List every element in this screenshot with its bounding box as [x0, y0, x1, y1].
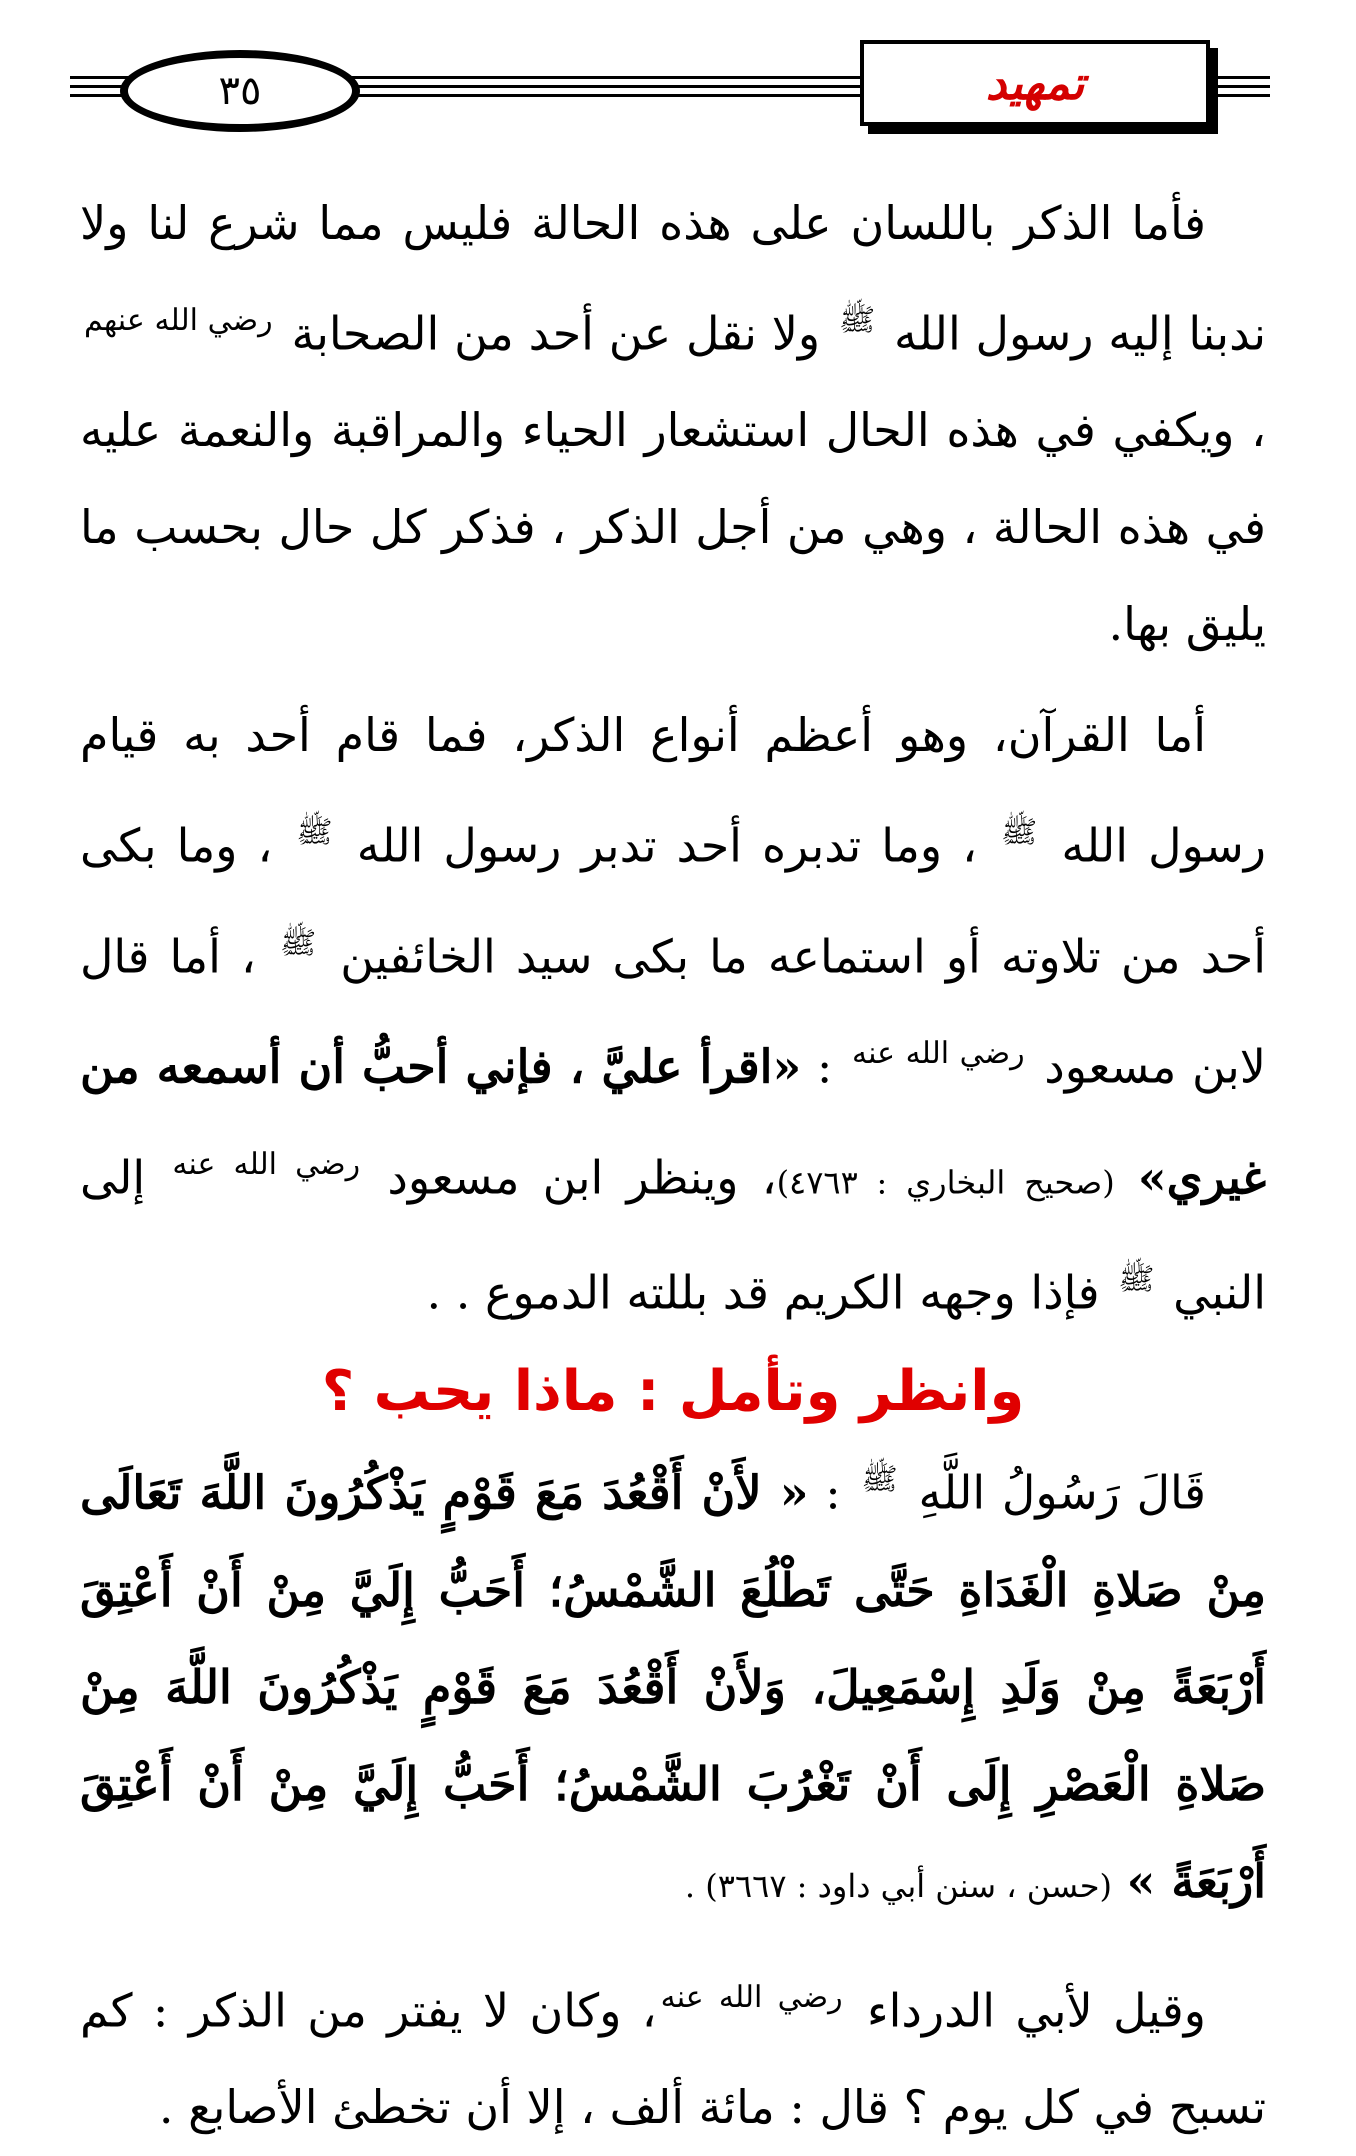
prophet-honorific-glyph: ﷺ — [279, 925, 317, 961]
paragraph-text: ، أما قال لابن مسعود — [80, 929, 1267, 1094]
paragraph-hadith — [80, 1431, 1266, 1934]
companions-honorific-glyph: رضي الله عنهم — [84, 303, 273, 338]
companion-honorific-glyph: رضي الله عنه — [172, 1146, 361, 1182]
paragraph-text: : — [816, 1039, 833, 1094]
companion-honorific-glyph: رضي الله عنه — [660, 1979, 843, 2015]
prophet-honorific-glyph: ﷺ — [838, 303, 876, 338]
companion-honorific-glyph: رضي الله عنه — [852, 1036, 1025, 1072]
paragraph-text: فإذا وجهه الكريم قد بللته الدموع . . — [426, 1265, 1100, 1320]
paragraph-quran — [80, 687, 1266, 1341]
page-number-badge — [120, 50, 360, 132]
paragraph-text: قَالَ رَسُولُ اللَّهِ — [918, 1465, 1207, 1520]
paragraph-text: ولا نقل عن أحد من الصحابة — [291, 306, 821, 361]
paragraph-text: أما القرآن، وهو أعظم أنواع الذكر، فما قام أحد به قيام رسول الله — [80, 708, 1267, 873]
paragraph-text: ، وينظر ابن مسعود — [387, 1149, 777, 1204]
paragraph-abu-darda — [80, 1949, 1266, 2156]
chapter-title-box — [860, 40, 1210, 126]
paragraph-text: وقيل لأبي الدرداء — [866, 1983, 1206, 2038]
paragraph-text: : — [825, 1465, 841, 1520]
prophet-honorific-glyph: ﷺ — [296, 815, 333, 851]
paragraph-text: ، ويكفي في هذه الحال استشعار الحياء والمراقبة والنعمة عليه في هذه الحالة ، وهي من أجل الذكر ، فذكر كل حال بحسب ما يليق بها. — [80, 403, 1266, 652]
chapter-title: تمهيد — [985, 56, 1085, 110]
hadith-reference: (حسن ، سنن أبي داود : ٣٦٦٧) . — [684, 1866, 1112, 1905]
page-header — [70, 40, 1270, 140]
page-number: ٣٥ — [218, 68, 262, 114]
paragraph-text: ، وما تدبره أحد تدبر رسول الله — [356, 818, 977, 873]
hadith-quote: « لأَنْ أَقْعُدَ مَعَ قَوْمٍ يَذْكُرُونَ اللَّهَ تَعَالَى مِنْ صَلاةِ الْغَدَاةِ حَتَّى تَطْلُعَ الشَّمْسُ؛ أَحَبُّ إِلَيَّ مِنْ أَنْ أَعْتِقَ أَرْبَعَةً مِنْ وَلَدِ إِسْمَعِيلَ، وَلأَنْ أَقْعُدَ مَعَ قَوْمٍ يَذْكُرُونَ اللَّهَ مِنْ صَلاةِ الْعَصْرِ إِلَى أَنْ تَغْرُبَ الشَّمْسُ؛ أَحَبُّ إِلَيَّ مِنْ أَنْ أَعْتِقَ أَرْبَعَةً » — [80, 1465, 1266, 1908]
hadith-reference: (صحيح البخاري : ٤٧٦٣) — [776, 1162, 1115, 1201]
prophet-honorific-glyph: ﷺ — [1001, 815, 1038, 851]
prophet-honorific-glyph: ﷺ — [1118, 1261, 1155, 1297]
paragraph-text: ، وما بكى أحد من تلاوته أو استماعه ما بكى سيد الخائفين — [80, 818, 1267, 984]
prophet-honorific-glyph: ﷺ — [861, 1462, 898, 1498]
paragraph-text: ، وكان لا يفتر من الذكر : كم تسبح في كل يوم ؟ قال : مائة ألف ، إلا أن تخطئ الأصابع . — [80, 1983, 1266, 2135]
paragraph-text: إلى النبي — [80, 1149, 1266, 1320]
paragraph-dhikr-tongue — [80, 175, 1266, 673]
paragraph-text: فأما الذكر باللسان على هذه الحالة فليس مما شرع لنا ولا ندبنا إليه رسول الله — [80, 196, 1267, 361]
page-content — [80, 175, 1266, 2156]
section-heading: وانظر وتأمل : ماذا يحب ؟ — [321, 1359, 1025, 1425]
hadith-quote: «اقرأ عليَّ ، فإني أحبُّ أن أسمعه من غيري» — [80, 1039, 1266, 1204]
